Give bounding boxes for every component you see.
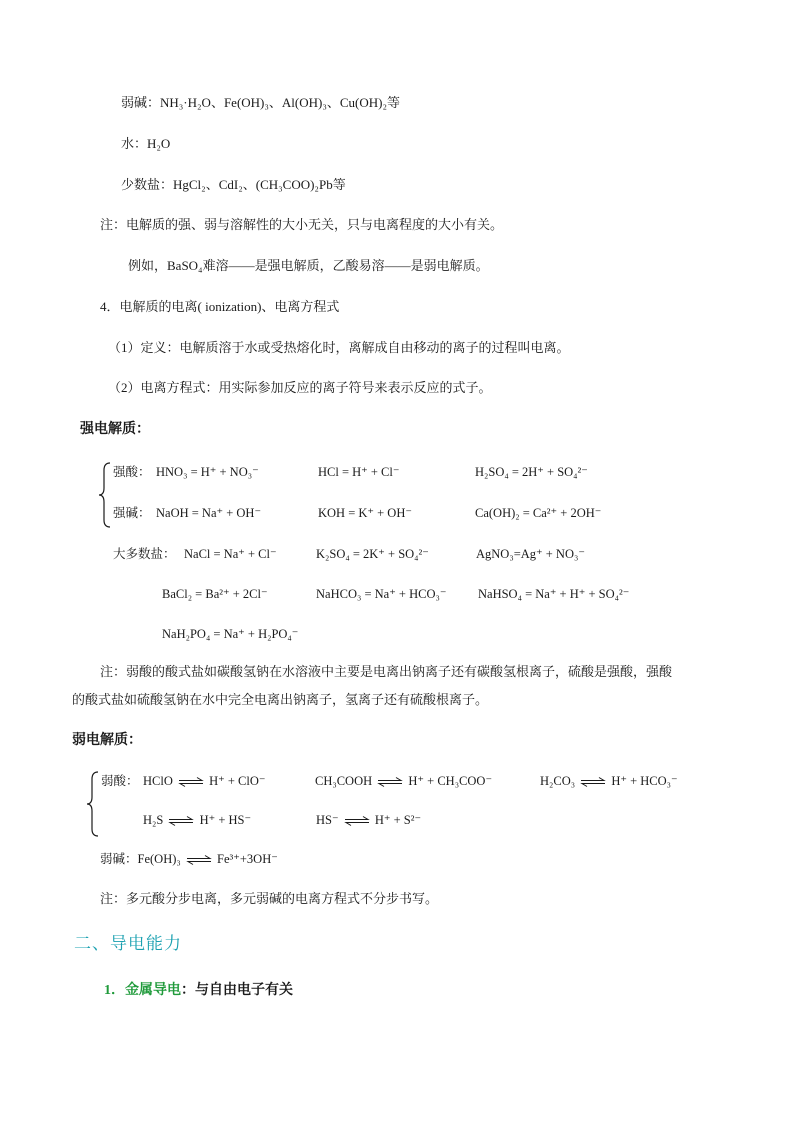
eq-products: H⁺ + CH₃COO⁻: [408, 774, 493, 788]
weak-base-list: 弱碱：NH₃·H₂O、Fe(OH)₃、Al(OH)₃、Cu(OH)₂等: [121, 95, 401, 110]
weak-base-eq: [100, 851, 278, 867]
reversible-arrow-icon: [186, 855, 212, 865]
subheading-metal-conduction: [104, 983, 293, 999]
eq-reactant: H₂S: [143, 813, 164, 827]
strong-base-label: 强碱：: [113, 506, 151, 520]
salt-label: 大多数盐：: [113, 547, 176, 561]
eq-reactant: CH₃COOH: [315, 774, 373, 788]
salt-eq: BaCl₂ = Ba²⁺ + 2Cl⁻: [162, 587, 268, 601]
salt-eq: NaHCO₃ = Na⁺ + HCO₃⁻: [316, 587, 447, 601]
strong-base-eq: KOH = K⁺ + OH⁻: [318, 506, 412, 520]
weak-electrolyte-title: 弱电解质：: [72, 733, 142, 748]
few-salts-line: 少数盐：HgCl₂、CdI₂、(CH₃COO)₂Pb等: [121, 177, 346, 192]
water-line: 水：H₂O: [121, 136, 171, 151]
eq-reactant: HClO: [143, 774, 173, 788]
salt-eq: NaCl = Na⁺ + Cl⁻: [184, 547, 277, 561]
salt-eq: NaH₂PO₄ = Na⁺ + H₂PO₄⁻: [162, 627, 299, 641]
weak-acid-eq: [143, 812, 251, 828]
strong-brace: [98, 462, 112, 528]
strong-electrolyte-title: 强电解质：: [80, 422, 150, 437]
reversible-arrow-icon: [580, 777, 606, 787]
eq-reactant: H₂CO₃: [540, 774, 576, 788]
reversible-arrow-icon: [178, 777, 204, 787]
strong-acid-eq: HNO₃ = H⁺ + NO₃⁻: [156, 465, 259, 479]
salt-eq: K₂SO₄ = 2K⁺ + SO₄²⁻: [316, 547, 429, 561]
equation-definition-line: （2）电离方程式：用实际参加反应的离子符号来表示反应的式子。: [108, 380, 492, 395]
weak-acid-eq: [316, 812, 421, 828]
weak-acid-eq: [143, 773, 266, 789]
note-stepwise: 注：多元酸分步电离，多元弱碱的电离方程式不分步书写。: [100, 891, 439, 906]
section-title: 二、导电能力: [74, 934, 182, 953]
eq-reactant: Fe(OH)₃: [137, 852, 181, 866]
strong-acid-eq: H₂SO₄ = 2H⁺ + SO₄²⁻: [475, 465, 588, 479]
salt-eq: AgNO₃=Ag⁺ + NO₃⁻: [476, 547, 585, 561]
eq-products: H⁺ + ClO⁻: [209, 774, 266, 788]
strong-acid-eq: HCl = H⁺ + Cl⁻: [318, 465, 400, 479]
note-solubility: 注：电解质的强、弱与溶解性的大小无关，只与电离程度的大小有关。: [100, 217, 504, 232]
weak-acid-eq: [315, 773, 492, 789]
reversible-arrow-icon: [377, 777, 403, 787]
eq-reactant: HS⁻: [316, 813, 339, 827]
eq-products: H⁺ + S²⁻: [374, 813, 422, 827]
weak-acid-eq: [540, 773, 678, 789]
heading-ionization: 4．电解质的电离( ionization)、电离方程式: [100, 299, 340, 314]
salt-eq: NaHSO₄ = Na⁺ + H⁺ + SO₄²⁻: [478, 587, 630, 601]
subheading-suffix: ：与自由电子有关: [181, 983, 293, 998]
weak-base-label: 弱碱：: [100, 852, 138, 866]
strong-base-eq: Ca(OH)₂ = Ca²⁺ + 2OH⁻: [475, 506, 602, 520]
note-acid-salts-2: 的酸式盐如硫酸氢钠在水中完全电离出钠离子，氢离子还有硫酸根离子。: [72, 692, 489, 707]
note-acid-salts-1: 注：弱酸的酸式盐如碳酸氢钠在水溶液中主要是电离出钠离子还有碳酸氢根离子，硫酸是强酸，强酸: [100, 664, 673, 679]
reversible-arrow-icon: [344, 816, 370, 826]
strong-base-eq: NaOH = Na⁺ + OH⁻: [156, 506, 262, 520]
eq-products: Fe³⁺+3OH⁻: [217, 852, 278, 866]
definition-line: （1）定义：电解质溶于水或受热熔化时，离解成自由移动的离子的过程叫电离。: [108, 340, 570, 355]
example-line: 例如，BaSO₄难溶——是强电解质，乙酸易溶——是弱电解质。: [128, 258, 489, 273]
eq-products: H⁺ + HS⁻: [199, 813, 252, 827]
strong-acid-label: 强酸：: [113, 465, 151, 479]
weak-acid-label: 弱酸：: [101, 774, 139, 788]
subheading-prefix: 1．金属导电: [104, 983, 181, 998]
weak-brace: [86, 771, 100, 837]
reversible-arrow-icon: [168, 816, 194, 826]
eq-products: H⁺ + HCO₃⁻: [611, 774, 678, 788]
